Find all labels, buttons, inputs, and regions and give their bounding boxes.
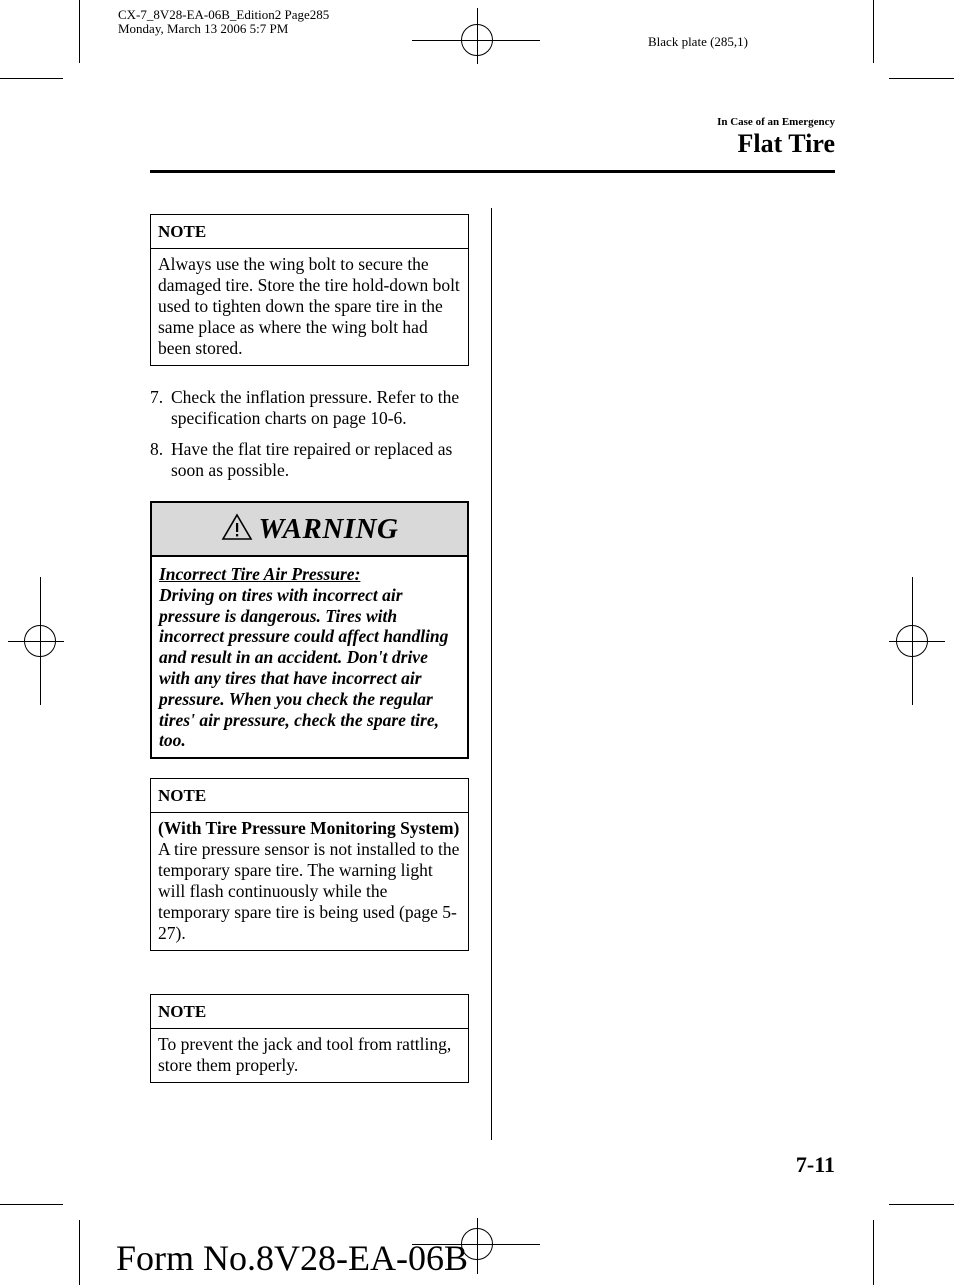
note-box-wing-bolt [150, 214, 469, 366]
step-number: 8. [150, 439, 164, 459]
note-body: A tire pressure sensor is not installed to the temporary spare tire. The warning light will flash continuously while the temporary spare tire is being used (page 5-27). [158, 839, 460, 943]
note-heading: NOTE [151, 779, 468, 813]
step-text: Check the inflation pressure. Refer to the specification charts on page 10-6. [171, 387, 460, 428]
print-date-line: Monday, March 13 2006 5:7 PM [118, 21, 289, 36]
warning-box [150, 501, 469, 759]
page-number: 7-11 [795, 1152, 835, 1177]
step-item [150, 387, 470, 429]
warning-triangle-icon [221, 513, 253, 546]
note-heading: NOTE [151, 995, 468, 1029]
note-body: To prevent the jack and tool from rattling, store them properly. [158, 1034, 452, 1075]
print-metadata [118, 8, 329, 36]
note-body-container [151, 813, 468, 950]
note-heading: NOTE [151, 215, 468, 249]
warning-header [152, 503, 467, 557]
warning-subheading: Incorrect Tire Air Pressure: [159, 564, 361, 584]
warning-body-container [152, 557, 467, 751]
section-label: In Case of an Emergency [717, 116, 835, 128]
note-box-jack-storage [150, 994, 469, 1083]
step-text: Have the flat tire repaired or replaced as soon as possible. [171, 439, 453, 480]
note-box-tpms [150, 778, 469, 951]
column-divider [491, 208, 492, 1140]
title-rule [150, 170, 835, 173]
step-number: 7. [150, 387, 164, 407]
print-file-line: CX-7_8V28-EA-06B_Edition2 Page285 [118, 7, 330, 22]
page-title: Flat Tire [737, 129, 835, 158]
plate-label: Black plate (285,1) [648, 34, 748, 49]
form-number: Form No.8V28-EA-06B [116, 1238, 468, 1278]
warning-body: Driving on tires with incorrect air pressure is dangerous. Tires with incorrect pressure could affect handling and result in an accident. Don't drive with any tires that have incorrect air pressure. When you check the regular tires' air pressure, check the spare tire, too. [159, 584, 449, 751]
warning-title: WARNING [258, 512, 399, 545]
note-condition: (With Tire Pressure Monitoring System) [158, 818, 460, 838]
step-item [150, 439, 470, 481]
note-body: Always use the wing bolt to secure the damaged tire. Store the tire hold-down bolt used to tighten down the spare tire in the same place as where the wing bolt had been stored. [158, 254, 460, 358]
